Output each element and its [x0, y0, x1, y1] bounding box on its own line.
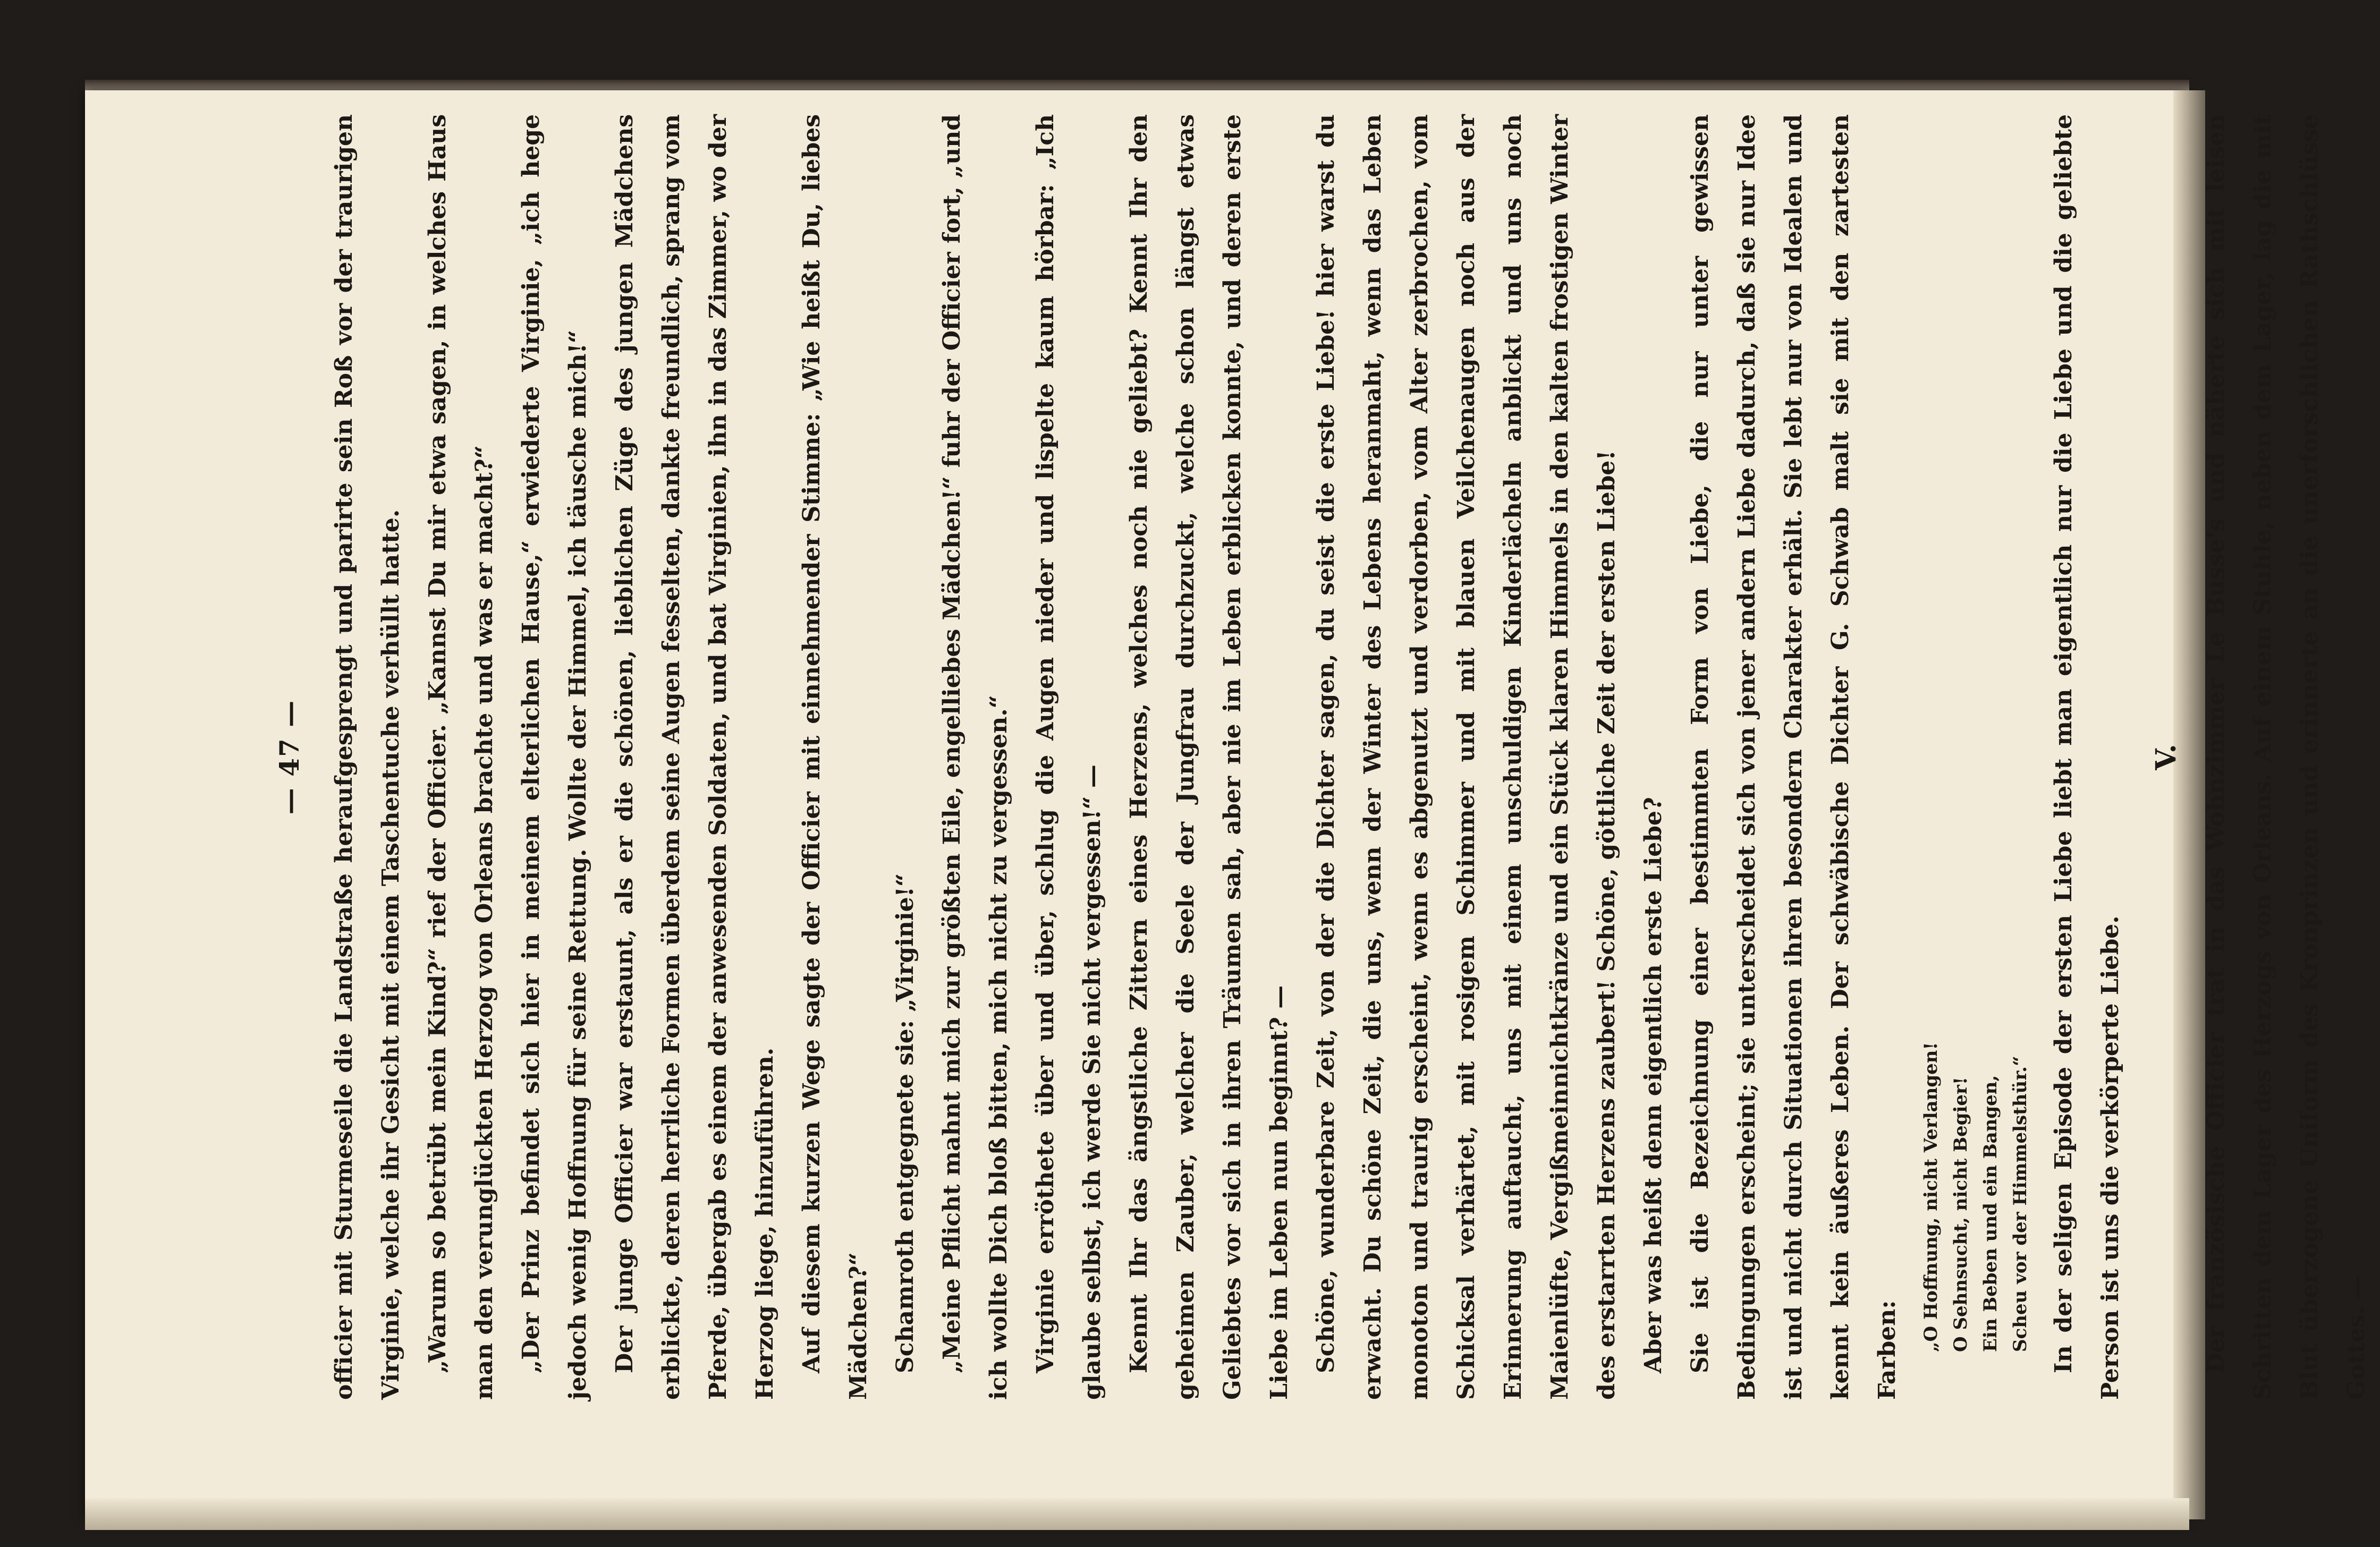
paragraph: „Der Prinz befindet sich hier in meinem elterlichen Hause,“ erwiederte Virginie, „ich hege jedoch wenig Hoffnung für seine Rettung. Wollte der Himmel, ich täusche mich!“ [518, 114, 591, 1400]
paragraph: Kennt Ihr das ängstliche Zittern eines Herzens, welches noch nie geliebt? Kennt Ihr den geheimen Zauber, welcher die Seele der Jungfrau durchzuckt, welche schon längst etwas Geliebtes vor sich in ihren Träumen sah, aber nie im Leben erblicken konnte, und deren erste Liebe im Leben nun beginnt? — [1125, 114, 1293, 1400]
paragraph: In der seligen Episode der ersten Liebe liebt man eigentlich nur die Liebe und die geliebte Person ist uns die verkörperte Liebe. [2050, 114, 2124, 1400]
paragraph: Schamroth entgegnete sie: „Virginie!“ [892, 873, 919, 1373]
poem-line: „O Hoffnung, nicht Verlangen! [1920, 1042, 1942, 1352]
paragraph: Aber was heißt denn eigentlich erste Liebe? [1640, 797, 1667, 1373]
poem-quote [1916, 114, 2035, 1352]
page-bottom-edge [85, 1498, 2189, 1530]
page-number: — 47 — [274, 699, 305, 815]
paragraph: Schöne, wunderbare Zeit, von der die Dichter sagen, du seist die erste Liebe! hier warst du erwacht. Du schöne Zeit, die uns, wenn der Winter des Lebens heranmaht, wenn das Leben monoton und traurig erscheint, wenn es abgenutzt und verdorben, vom Alter zerbrochen, vom Schicksal verhärtet, mit rosigem Schimmer und mit blauen Veilchenaugen noch aus der Erinnerung auftaucht, uns mit einem unschuldigen Kinderlächeln anblickt und uns noch Maienlüfte, Vergißmeinnichtkränze und ein Stück klaren Himmels in den kalten frostigen Winter des erstarrten Herzens zaubert! Schöne, göttliche Zeit der ersten Liebe! [1312, 114, 1620, 1400]
paragraph: Virginie erröthete über und über, schlug die Augen nieder und lispelte kaum hörbar: „Ich glaube selbst, ich werde Sie nicht vergessen!“ — [1032, 114, 1106, 1400]
paragraph: officier mit Sturmeseile die Landstraße heraufgesprengt und parirte sein Roß vor der traurigen Virginie, welche ihr Gesicht mit einem Taschentuche verhüllt hatte. [331, 114, 404, 1400]
poem-line: Scheu vor der Himmelsthür.“ [2010, 1056, 2031, 1352]
paragraph: Auf diesem kurzen Wege sagte der Officier mit einnehmender Stimme: „Wie heißt Du, liebes Mädchen?“ [798, 114, 872, 1400]
section-heading: V. [2150, 744, 2182, 770]
paragraph: „Warum so betrübt mein Kind?“ rief der Officier. „Kannst Du mir etwa sagen, in welches Haus man den verunglückten Herzog von Orleans brachte und was er macht?“ [424, 114, 498, 1400]
poem-line: O Sehnsucht, nicht Begier! [1950, 1077, 1971, 1352]
paragraph: Der französische Officier trat in das Wohnzimmer Le Busse's und näherte sich mit leisen Schritten dem Lager des Herzogs von Orleans. Auf einem Stuhle, neben dem Lager, lag die mit Blut überzogene Uniform des Kronprinzen und erinnerte an die unerforschlichen Rathschlüsse Gottes. — [2203, 114, 2370, 1400]
paragraph: Der junge Officier war erstaunt, als er die schönen, lieblichen Züge des jungen Mädchens erblickte, deren herrliche Formen überdem seine Augen fesselten, dankte freundlich, sprang vom Pferde, übergab es einem der anwesenden Soldaten, und bat Virginien, ihn in das Zimmer, wo der Herzog liege, hinzuführen. [611, 114, 778, 1400]
rotated-text-block [274, 114, 2370, 1400]
poem-line: Ein Beben und ein Bangen, [1980, 1075, 2001, 1352]
paragraph: „Meine Pflicht mahnt mich zur größten Eile, engelliebes Mädchen!“ fuhr der Officier fort, „und ich wollte Dich bloß bitten, mich nicht zu vergessen.“ [938, 114, 1012, 1400]
paragraph: Sie ist die Bezeichnung einer bestimmten Form von Liebe, die nur unter gewissen Bedingungen erscheint; sie unterscheidet sich von jener andern Liebe dadurch, daß sie nur Idee ist und nicht durch Situationen ihren besondern Charakter erhält. Sie lebt nur von Idealen und kennt kein äußeres Leben. Der schwäbische Dichter G. Schwab malt sie mit den zartesten Farben: [1687, 114, 1901, 1400]
